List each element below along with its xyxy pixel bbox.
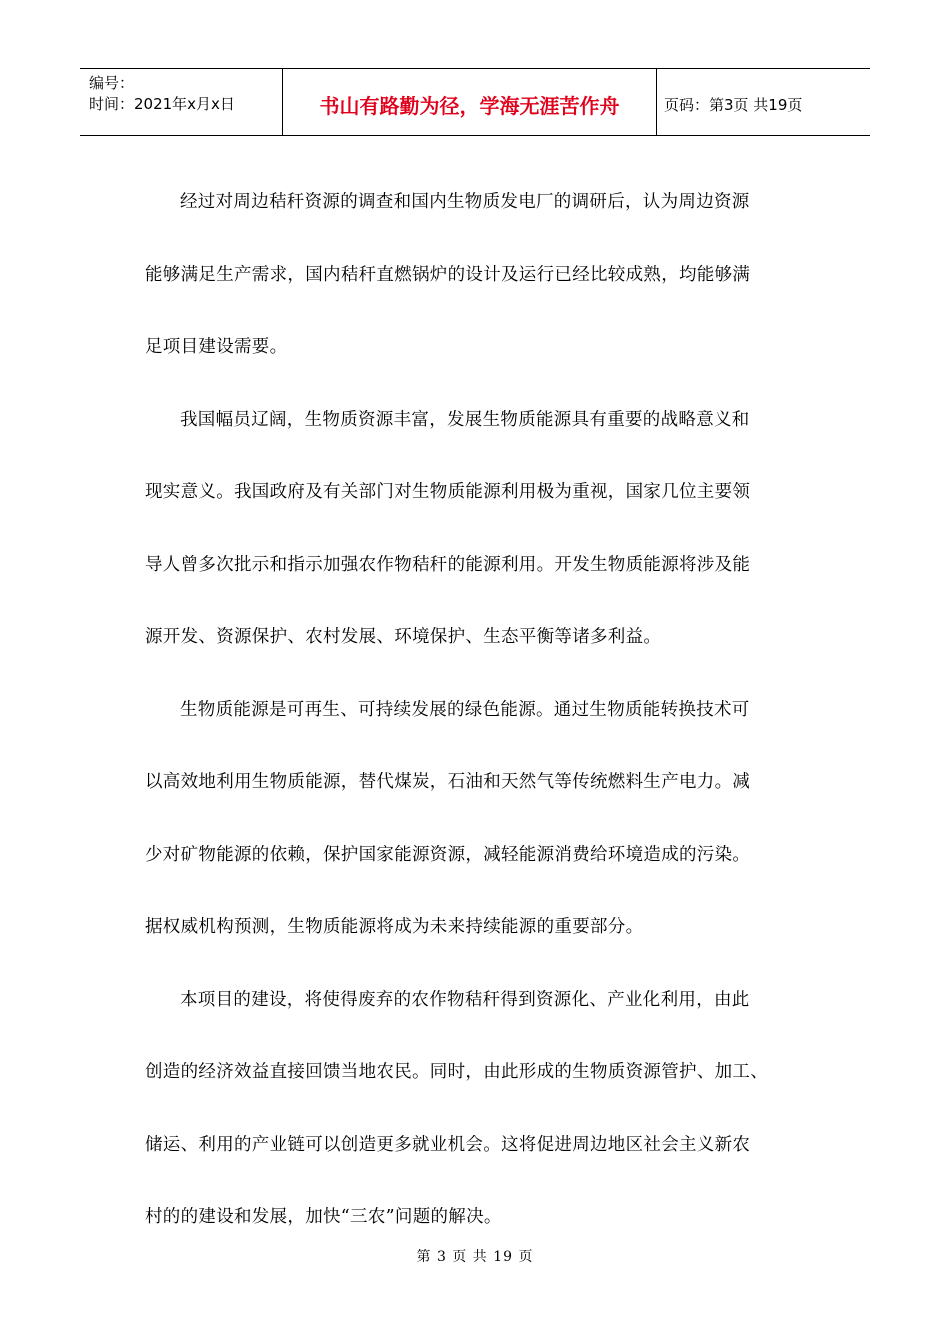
paragraph xyxy=(145,674,810,964)
header-motto: 书山有路勤为径，学海无涯苦作舟 xyxy=(319,93,620,118)
header-page-info: 页码：第3页 共19页 xyxy=(664,95,803,114)
text-line: 经过对周边秸秆资源的调查和国内生物质发电厂的调研后，认为周边资源 xyxy=(180,192,750,212)
header-page-cell xyxy=(657,69,870,135)
text-line: 能够满足生产需求，国内秸秆直燃锅炉的设计及运行已经比较成熟，均能够满 xyxy=(145,264,751,285)
document-time-label: 时间：2021年x月x日 xyxy=(89,95,235,113)
document-body xyxy=(145,166,810,1254)
text-line: 储运、利用的产业链可以创造更多就业机会。这将促进周边地区社会主义新农 xyxy=(145,1134,751,1155)
text-line: 少对矿物能源的依赖，保护国家能源资源，减轻能源消费给环境造成的污染。 xyxy=(145,844,751,865)
paragraph xyxy=(145,964,810,1254)
page-header xyxy=(80,68,870,136)
text-line: 现实意义。我国政府及有关部门对生物质能源利用极为重视，国家几位主要领 xyxy=(145,482,751,502)
paragraph xyxy=(145,166,810,384)
text-line: 导人曾多次批示和指示加强农作物秸秆的能源利用。开发生物质能源将涉及能 xyxy=(145,554,751,575)
text-line: 据权威机构预测，生物质能源将成为未来持续能源的重要部分。 xyxy=(145,917,644,937)
document-number-label: 编号： xyxy=(89,74,135,92)
paragraph xyxy=(145,384,810,674)
header-meta-cell xyxy=(80,69,283,135)
text-line: 生物质能源是可再生、可持续发展的绿色能源。通过生物质能转换技术可 xyxy=(180,699,750,720)
text-line: 源开发、资源保护、农村发展、环境保护、生态平衡等诸多利益。 xyxy=(145,627,662,647)
text-line: 村的的建设和发展，加快“三农”问题的解决。 xyxy=(145,1207,502,1227)
header-motto-cell xyxy=(283,69,657,135)
page-footer xyxy=(0,1246,950,1266)
text-line: 足项目建设需要。 xyxy=(145,337,288,357)
text-line: 以高效地利用生物质能源，替代煤炭，石油和天然气等传统燃料生产电力。减 xyxy=(145,772,751,792)
text-line: 创造的经济效益直接回馈当地农民。同时，由此形成的生物质资源管护、加工、 xyxy=(145,1062,768,1082)
text-line: 我国幅员辽阔，生物质资源丰富，发展生物质能源具有重要的战略意义和 xyxy=(180,409,750,430)
text-line: 本项目的建设，将使得废弃的农作物秸秆得到资源化、产业化利用，由此 xyxy=(180,989,750,1010)
footer-page-number: 第 3 页 共 19 页 xyxy=(416,1249,534,1265)
